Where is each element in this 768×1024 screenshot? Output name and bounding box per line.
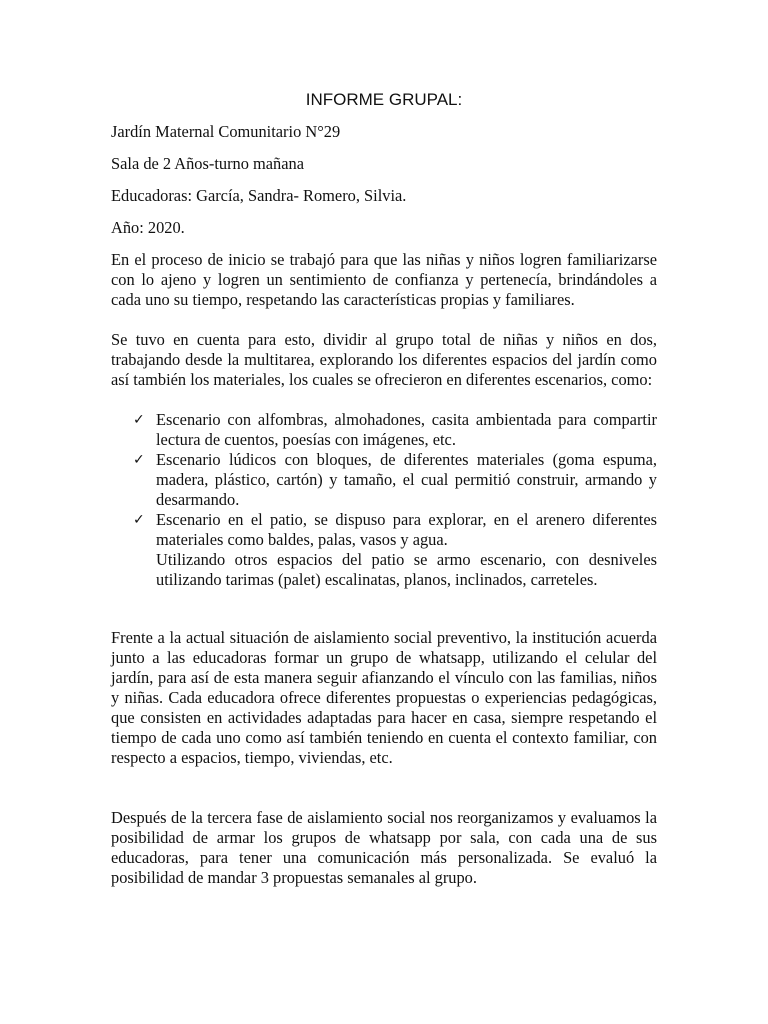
list-item xyxy=(111,410,657,450)
list-item-text: Escenario lúdicos con bloques, de diferentes materiales (goma espuma, madera, plástico, cartón) y tamaño, el cual permitió construir, armando y desarmando. xyxy=(156,450,657,509)
list-item-text: Escenario con alfombras, almohadones, casita ambientada para compartir lectura de cuentos, poesías con imágenes, etc. xyxy=(156,410,657,449)
header-room: Sala de 2 Años-turno mañana xyxy=(111,154,304,173)
check-icon: ✓ xyxy=(133,452,145,468)
list-item xyxy=(111,450,657,510)
document-title: INFORME GRUPAL: xyxy=(305,90,463,109)
header-institution: Jardín Maternal Comunitario N°29 xyxy=(111,122,341,141)
paragraph-intro: En el proceso de inicio se trabajó para que las niñas y niños logren familiarizarse con lo ajeno y logren un sentimiento de confianza y pertenecía, brindándoles a cada uno su tiempo, respetando las características propias y familiares. xyxy=(111,250,657,309)
paragraph-method: Se tuvo en cuenta para esto, dividir al grupo total de niñas y niños en dos, trabajando desde la multitarea, explorando los diferentes espacios del jardín como así también los materiales, los cuales se ofrecieron en diferentes escenarios, como: xyxy=(111,330,657,389)
paragraph-isolation: Frente a la actual situación de aislamiento social preventivo, la institución acuerda junto a las educadoras formar un grupo de whatsapp, utilizando el celular del jardín, para así de esta manera seguir afianzando el vínculo con las familias, niños y niñas. Cada educadora ofrece diferentes propuestas o experiencias pedagógicas, que consisten en actividades adaptadas para hacer en casa, siempre respetando el tiempo de cada uno como así también teniendo en cuenta el contexto familiar, con respecto a espacios, tiempo, viviendas, etc. xyxy=(111,628,657,767)
list-item-continuation: Utilizando otros espacios del patio se armo escenario, con desniveles utilizando tarimas (palet) escalinatas, planos, inclinados, carreteles. xyxy=(156,550,657,589)
header-year: Año: 2020. xyxy=(111,218,185,237)
header-educators: Educadoras: García, Sandra- Romero, Silvia. xyxy=(111,186,407,205)
check-icon: ✓ xyxy=(133,512,145,528)
paragraph-reorganization: Después de la tercera fase de aislamiento social nos reorganizamos y evaluamos la posibilidad de armar los grupos de whatsapp por sala, con cada una de sus educadoras, para tener una comunicación más personalizada. Se evaluó la posibilidad de mandar 3 propuestas semanales al grupo. xyxy=(111,808,657,887)
list-item-text: Escenario en el patio, se dispuso para explorar, en el arenero diferentes materiales como baldes, palas, vasos y agua. xyxy=(156,510,657,549)
check-icon: ✓ xyxy=(133,412,145,428)
list-item xyxy=(111,510,657,590)
scenario-list xyxy=(111,410,657,590)
